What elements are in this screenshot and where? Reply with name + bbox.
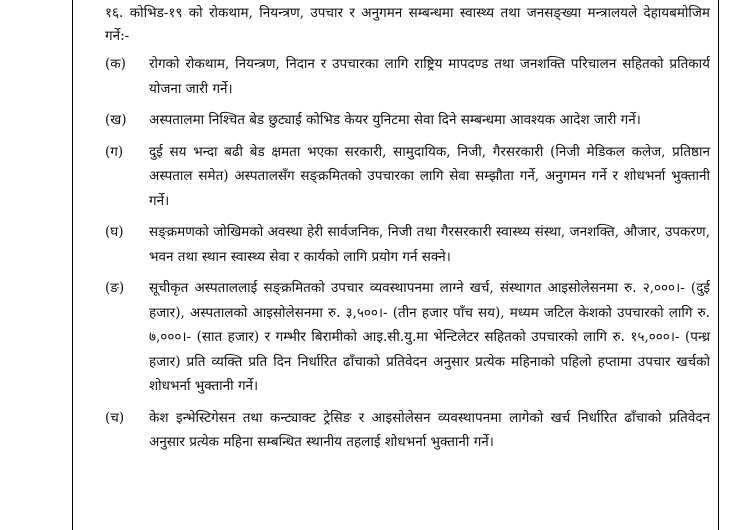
section-heading-text: कोभिड-१९ को रोकथाम, नियन्त्रण, उपचार र अनुगमन सम्बन्धमा स्वास्थ्य तथा जनसङ्ख्या मन्त्रालयले देहायबमोजिम गर्ने:-	[105, 5, 711, 44]
clause-label: (घ)	[105, 224, 124, 240]
section-number: १६.	[105, 5, 124, 21]
clause-item-nga	[105, 276, 710, 399]
clause-item-cha	[105, 406, 710, 455]
clause-label: (च)	[105, 409, 125, 426]
section-heading	[105, 2, 710, 48]
table-right-border	[718, 0, 719, 530]
clause-item-gha	[105, 220, 710, 269]
clause-text: दुई सय भन्दा बढी बेड क्षमता भएका सरकारी, सामुदायिक, निजी, गैरसरकारी (निजी मेडिकल कलेज, प्रतिष्ठान अस्पताल समेत) अस्पतालसँग सङ्क्रमितको उपचारका लागि सेवा सम्झौता गर्ने, अनुगमन गर्ने र शोधभर्ना भुक्तानी गर्ने।	[149, 143, 710, 209]
clause-text: अस्पतालमा निश्चित बेड छुट्याई कोभिड केयर युनिटमा सेवा दिने सम्बन्धमा आवश्यक आदेश जारी गर्ने।	[149, 112, 641, 128]
clause-text: सङ्क्रमणको जोखिमको अवस्था हेरी सार्वजनिक, निजी तथा गैरसरकारी स्वास्थ्य संस्था, जनशक्ति, औजार, उपकरण, भवन तथा स्थान स्वास्थ्य सेवा र कार्यको लागि प्रयोग गर्न सक्ने।	[149, 224, 710, 265]
clause-label: (ङ)	[105, 280, 125, 296]
clause-label: (ख)	[105, 112, 127, 128]
clause-item-ga	[105, 140, 710, 214]
clause-label: (ग)	[105, 143, 124, 160]
clause-list	[105, 52, 710, 455]
table-left-border	[72, 0, 73, 530]
section-content	[105, 2, 710, 462]
clause-text: सूचीकृत अस्पताललाई सङ्क्रमितको उपचार व्यवस्थापनमा लाग्ने खर्च, संस्थागत आइसोलेसनमा रु. २,०००।- (दुई हजार), अस्पतालको आइसोलेसनमा रु. ३,५००।- (तीन हजार पाँच सय), मध्यम जटिल केशको उपचारको लागि रु. ७,०००।- (सात हजार) र गम्भीर बिरामीको आइ.सी.यु.मा भेन्टिलेटर सहितको उपचारको लागि रु. १५,०००।- (पन्ध्र हजार) प्रति व्यक्ति प्रति दिन निर्धारित ढाँचाको प्रतिवेदन अनुसार प्रत्येक महिनाको पहिलो हप्तामा उपचार खर्चको शोधभर्ना भुक्तानी गर्ने।	[149, 280, 710, 394]
clause-label: (क)	[105, 56, 126, 72]
clause-item-kha	[105, 108, 710, 133]
clause-text: रोगको रोकथाम, नियन्त्रण, निदान र उपचारका लागि राष्ट्रिय मापदण्ड तथा जनशक्ति परिचालन सहितको प्रतिकार्य योजना जारी गर्ने।	[149, 56, 710, 97]
clause-text: केश इन्भेस्टिगेसन तथा कन्ट्याक्ट ट्रेसिङ र आइसोलेसन व्यवस्थापनमा लागेको खर्च निर्धारित ढाँचाको प्रतिवेदन अनुसार प्रत्येक महिना सम्बन्धित स्थानीय तहलाई शोधभर्ना भुक्तानी गर्ने।	[149, 409, 710, 450]
clause-item-ka	[105, 52, 710, 101]
